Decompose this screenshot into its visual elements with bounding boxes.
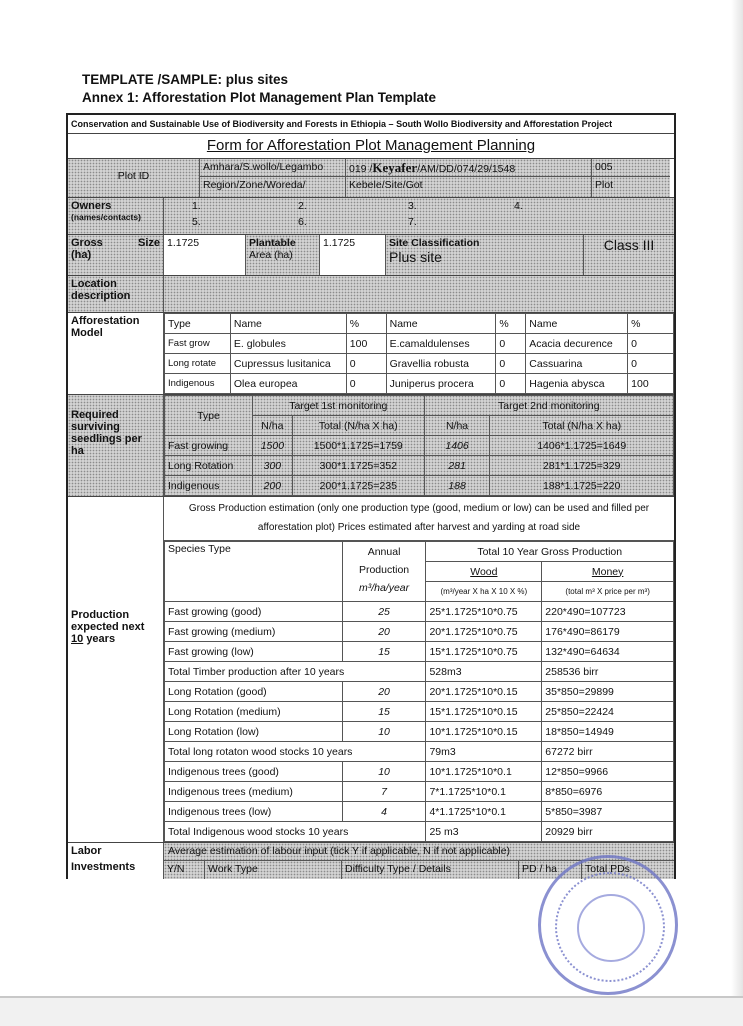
production-row — [165, 602, 674, 622]
production-species: Long Rotation (good) — [165, 682, 343, 702]
req-type-header: Type — [165, 396, 253, 436]
production-row — [165, 722, 674, 742]
production-total-label: Total Indigenous wood stocks 10 years — [165, 822, 426, 842]
production-total-row — [165, 662, 674, 682]
afforestation-cell: Fast grow — [165, 334, 231, 354]
production-wood: 7*1.1725*10*0.1 — [426, 782, 542, 802]
production-row — [165, 682, 674, 702]
afforestation-cell: 0 — [496, 354, 526, 374]
gross-size-value: 1.1725 — [164, 235, 246, 275]
production-wood: 25 m3 — [426, 822, 542, 842]
region-value: Amhara/S.wollo/Legambo — [200, 159, 345, 177]
required-seedlings-cell: 281 — [424, 456, 490, 476]
plot-number-label: Plot — [595, 179, 614, 191]
labor-note: Average estimation of labour input (tick Y if applicable, N if not applicable) — [164, 843, 674, 861]
required-seedlings-label: Required surviving seedlings per ha — [68, 395, 164, 496]
production-label: Production expected next 10 years — [68, 497, 164, 842]
required-seedlings-cell: 200 — [252, 476, 292, 496]
production-money: 12*850=9966 — [542, 762, 674, 782]
production-species: Indigenous trees (low) — [165, 802, 343, 822]
required-seedlings-cell: Fast growing — [165, 436, 253, 456]
afforestation-header: Type — [165, 314, 231, 334]
afforestation-row — [165, 334, 674, 354]
required-seedlings-cell: 188 — [424, 476, 490, 496]
target1-header: Target 1st monitoring — [252, 396, 424, 416]
production-wood: 15*1.1725*10*0.15 — [426, 702, 542, 722]
afforestation-cell: Long rotate — [165, 354, 231, 374]
production-wood: 528m3 — [426, 662, 542, 682]
production-annual: 20 — [342, 682, 426, 702]
wood-subheader: (m³/year X ha X 10 X %) — [426, 582, 542, 602]
production-species: Fast growing (medium) — [165, 622, 343, 642]
production-species: Long Rotation (low) — [165, 722, 343, 742]
afforestation-cell: Hagenia abysca — [526, 374, 628, 394]
afforestation-cell: Juniperus procera — [386, 374, 496, 394]
production-money: 5*850=3987 — [542, 802, 674, 822]
target1-nha-header: N/ha — [252, 416, 292, 436]
production-annual: 10 — [342, 722, 426, 742]
afforestation-header: Name — [526, 314, 628, 334]
production-row — [165, 762, 674, 782]
production-wood: 10*1.1725*10*0.15 — [426, 722, 542, 742]
required-seedlings-table — [164, 395, 674, 496]
afforestation-cell: 0 — [346, 374, 386, 394]
page-bottom-edge — [0, 996, 743, 1026]
production-money: 220*490=107723 — [542, 602, 674, 622]
production-annual: 7 — [342, 782, 426, 802]
page-edge-shadow — [731, 0, 743, 1024]
plantable-area-value: 1.1725 — [320, 235, 386, 275]
afforestation-header: % — [628, 314, 674, 334]
annex-title: Annex 1: Afforestation Plot Management Plan Template — [82, 90, 437, 105]
required-seedlings-row — [165, 456, 674, 476]
production-total-row — [165, 742, 674, 762]
production-row — [165, 802, 674, 822]
production-row — [165, 642, 674, 662]
production-total-label: Total long rotaton wood stocks 10 years — [165, 742, 426, 762]
labor-work-type-header: Work Type — [205, 861, 342, 879]
afforestation-cell: Gravellia robusta — [386, 354, 496, 374]
production-annual: 15 — [342, 702, 426, 722]
production-money: 20929 birr — [542, 822, 674, 842]
production-money: 18*850=14949 — [542, 722, 674, 742]
production-wood: 10*1.1725*10*0.1 — [426, 762, 542, 782]
required-seedlings-cell: 1406 — [424, 436, 490, 456]
plot-id-label: Plot ID — [68, 159, 200, 197]
afforestation-cell: 0 — [496, 374, 526, 394]
project-banner: Conservation and Sustainable Use of Biodiversity and Forests in Ethiopia – South Wollo Biodiversity and Afforestation Project — [71, 119, 613, 129]
required-seedlings-cell: 1500 — [252, 436, 292, 456]
production-money: 176*490=86179 — [542, 622, 674, 642]
required-seedlings-row — [165, 476, 674, 496]
afforestation-cell: 0 — [496, 334, 526, 354]
afforestation-header: % — [496, 314, 526, 334]
required-seedlings-cell: 188*1.1725=220 — [490, 476, 674, 496]
kebele-label: Kebele/Site/Got — [349, 179, 423, 191]
target2-total-header: Total (N/ha X ha) — [490, 416, 674, 436]
plot-number-value: 005 — [592, 159, 670, 177]
production-annual: 25 — [342, 602, 426, 622]
afforestation-row — [165, 374, 674, 394]
production-species: Indigenous trees (good) — [165, 762, 343, 782]
production-row — [165, 622, 674, 642]
production-annual: 20 — [342, 622, 426, 642]
production-total-row — [165, 822, 674, 842]
production-wood: 20*1.1725*10*0.15 — [426, 682, 542, 702]
plantable-area-label: Plantable Area (ha) — [246, 235, 320, 275]
afforestation-model-table — [164, 313, 674, 394]
production-wood: 4*1.1725*10*0.1 — [426, 802, 542, 822]
site-class-value: Class III — [584, 235, 674, 275]
production-money: 67272 birr — [542, 742, 674, 762]
afforestation-cell: Cassuarina — [526, 354, 628, 374]
production-annual: 4 — [342, 802, 426, 822]
production-annual: 15 — [342, 642, 426, 662]
owners-sublabel: (names/contacts) — [71, 212, 141, 222]
afforestation-cell: Indigenous — [165, 374, 231, 394]
target2-nha-header: N/ha — [424, 416, 490, 436]
required-seedlings-cell: 300*1.1725=352 — [292, 456, 424, 476]
required-seedlings-cell: Long Rotation — [165, 456, 253, 476]
owners-label: Owners — [71, 200, 112, 212]
plot-management-form — [66, 113, 676, 879]
production-wood: 20*1.1725*10*0.75 — [426, 622, 542, 642]
form-title: Form for Afforestation Plot Management Planning — [206, 137, 536, 154]
labor-pd-ha-header: PD / ha — [519, 861, 582, 879]
money-header: Money — [542, 562, 674, 582]
afforestation-cell: Acacia decurence — [526, 334, 628, 354]
location-description-value — [164, 276, 674, 312]
kebele-value: 019 /Keyafer/AM/DD/074/29/1548 — [346, 159, 591, 177]
species-type-header: Species Type — [165, 542, 343, 602]
official-seal-stamp-icon — [538, 855, 678, 995]
required-seedlings-cell: 300 — [252, 456, 292, 476]
money-subheader: (total m³ X price per m³) — [542, 582, 674, 602]
labor-investments-label: Labor Investments — [68, 843, 164, 879]
afforestation-header: % — [346, 314, 386, 334]
template-label: TEMPLATE /SAMPLE: plus sites — [82, 72, 289, 87]
target1-total-header: Total (N/ha X ha) — [292, 416, 424, 436]
owners-list: 1. 2. 3. 4. 5. 6. 7. — [164, 198, 674, 234]
labor-difficulty-header: Difficulty Type / Details — [342, 861, 519, 879]
production-annual: 10 — [342, 762, 426, 782]
required-seedlings-cell: Indigenous — [165, 476, 253, 496]
afforestation-cell: 100 — [346, 334, 386, 354]
site-classification: Site Classification Plus site — [386, 235, 584, 275]
production-money: 25*850=22424 — [542, 702, 674, 722]
production-total-label: Total Timber production after 10 years — [165, 662, 426, 682]
production-row — [165, 702, 674, 722]
production-species: Indigenous trees (medium) — [165, 782, 343, 802]
region-label: Region/Zone/Woreda/ — [203, 179, 306, 191]
afforestation-row — [165, 354, 674, 374]
production-wood: 25*1.1725*10*0.75 — [426, 602, 542, 622]
required-seedlings-cell: 200*1.1725=235 — [292, 476, 424, 496]
afforestation-header: Name — [386, 314, 496, 334]
required-seedlings-row — [165, 436, 674, 456]
labor-total-pds-header: Total PDs — [585, 863, 630, 875]
afforestation-header: Name — [230, 314, 346, 334]
production-money: 8*850=6976 — [542, 782, 674, 802]
production-wood: 15*1.1725*10*0.75 — [426, 642, 542, 662]
annual-production-header: Annual Production m³/ha/year — [342, 542, 426, 602]
afforestation-cell: 100 — [628, 374, 674, 394]
production-table — [164, 541, 674, 842]
afforestation-cell: E. globules — [230, 334, 346, 354]
location-label: Location description — [68, 276, 164, 312]
afforestation-cell: 0 — [628, 354, 674, 374]
target2-header: Target 2nd monitoring — [424, 396, 673, 416]
afforestation-cell: E.camaldulenses — [386, 334, 496, 354]
production-money: 35*850=29899 — [542, 682, 674, 702]
production-species: Fast growing (low) — [165, 642, 343, 662]
production-species: Long Rotation (medium) — [165, 702, 343, 722]
afforestation-cell: 0 — [346, 354, 386, 374]
afforestation-cell: Cupressus lusitanica — [230, 354, 346, 374]
required-seedlings-cell: 281*1.1725=329 — [490, 456, 674, 476]
production-note: Gross Production estimation (only one production type (good, medium or low) can be used and filled per afforestation plot) Prices estimated after harvest and yarding at road side — [164, 497, 674, 541]
afforestation-cell: 0 — [628, 334, 674, 354]
production-species: Fast growing (good) — [165, 602, 343, 622]
production-money: 258536 birr — [542, 662, 674, 682]
production-row — [165, 782, 674, 802]
required-seedlings-cell: 1500*1.1725=1759 — [292, 436, 424, 456]
afforestation-cell: Olea europea — [230, 374, 346, 394]
gross-production-header: Total 10 Year Gross Production — [426, 542, 674, 562]
production-money: 132*490=64634 — [542, 642, 674, 662]
required-seedlings-cell: 1406*1.1725=1649 — [490, 436, 674, 456]
production-wood: 79m3 — [426, 742, 542, 762]
afforestation-model-label: Afforestation Model — [68, 313, 164, 394]
labor-yn-header: Y/N — [164, 861, 205, 879]
gross-size-label: Gross Size (ha) — [68, 235, 164, 275]
wood-header: Wood — [426, 562, 542, 582]
